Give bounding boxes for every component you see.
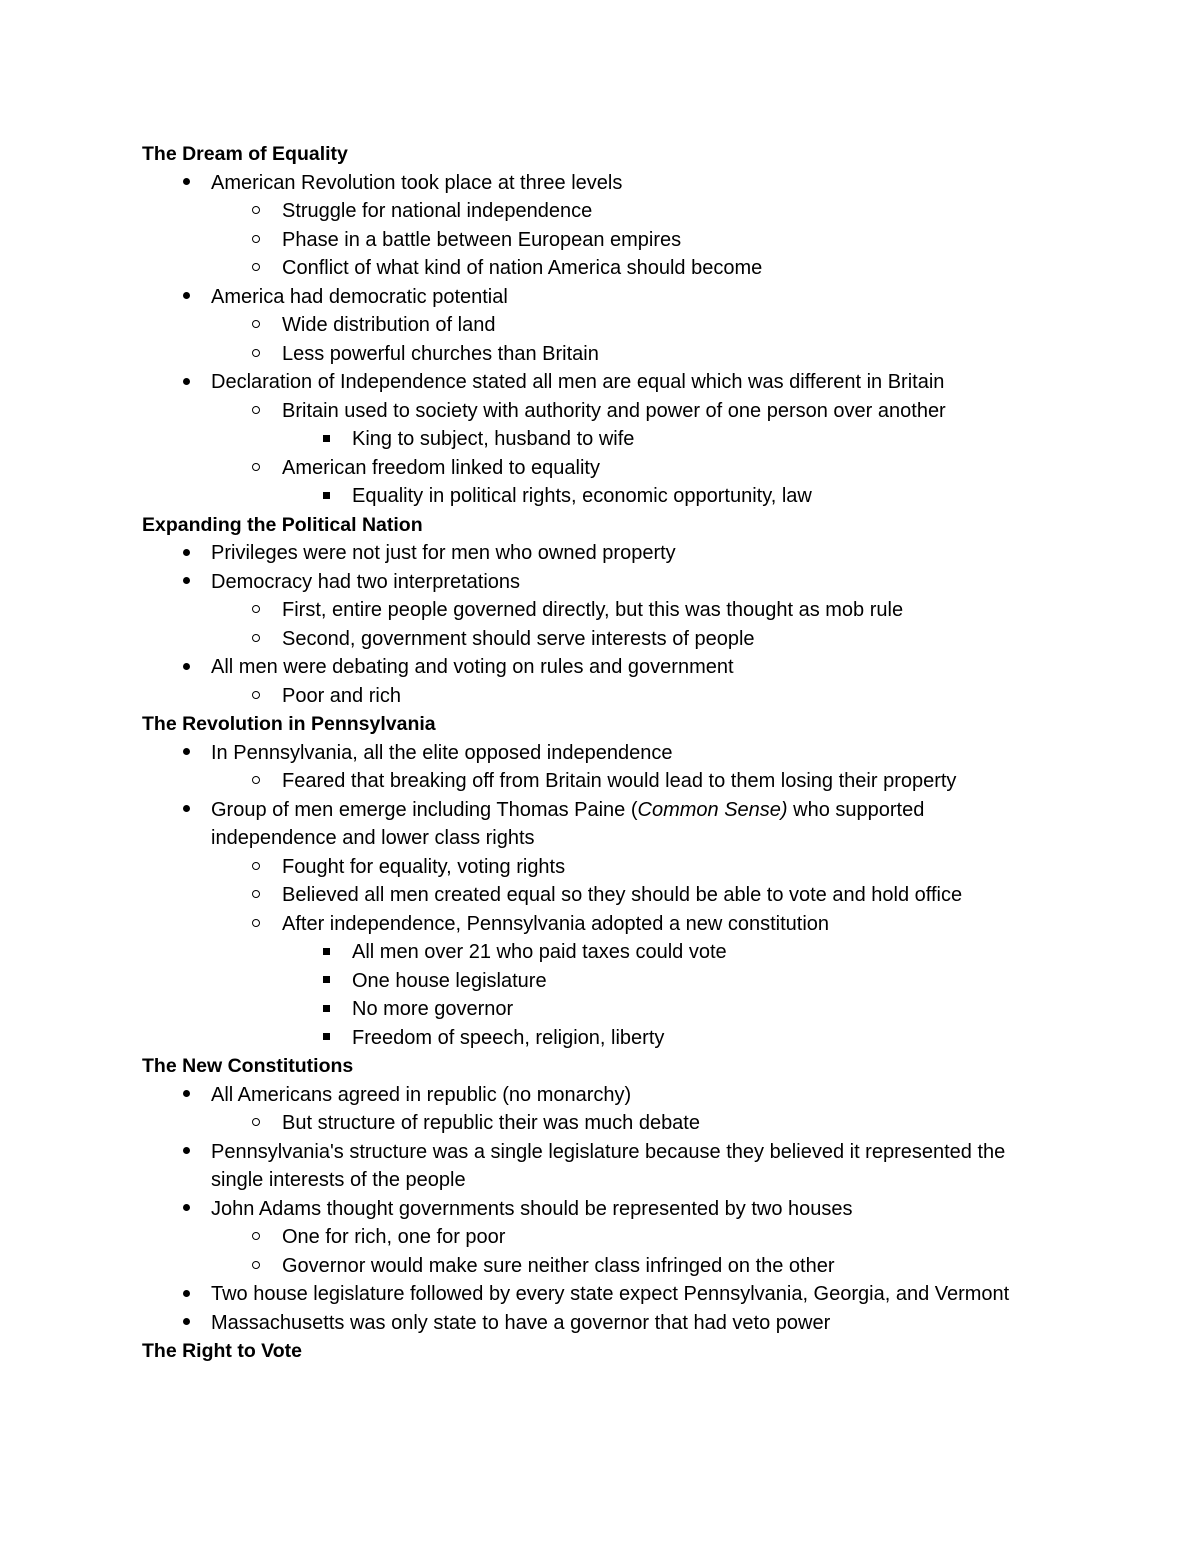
list-item [142,796,1042,853]
square-bullet-icon [316,995,336,1024]
list-item-text: Massachusetts was only state to have a governor that had veto power [211,1311,831,1334]
list-item [142,1081,1042,1110]
list-item-text: King to subject, husband to wife [352,428,635,450]
list-item-text-part: who supported independence and lower class rights [211,798,925,849]
list-item-text: In Pennsylvania, all the elite opposed independence [211,741,673,764]
disc-bullet-icon [176,568,196,597]
list-item-text: Less powerful churches than Britain [282,342,599,365]
list-item [142,625,1042,654]
list-item-text: Conflict of what kind of nation America should become [282,257,763,279]
list-item [142,653,1042,682]
circle-bullet-icon [246,1252,266,1281]
list-item [142,197,1042,226]
list-item-text: Governor would make sure neither class infringed on the other [282,1254,835,1277]
list-item-text: Believed all men created equal so they should be able to vote and hold office [282,884,963,906]
list-item [142,995,1042,1024]
list-item-text: Democracy had two interpretations [211,570,521,593]
disc-bullet-icon [176,1081,196,1110]
list-item [142,1309,1042,1338]
list-item [142,226,1042,255]
list-item-text: All Americans agreed in republic (no monarchy) [211,1083,632,1106]
list-item-text: But structure of republic their was much debate [282,1112,700,1134]
circle-bullet-icon [246,910,266,939]
list-item [142,910,1042,939]
list-item-text: Second, government should serve interests of people [282,627,755,650]
list-item [142,1252,1042,1281]
disc-bullet-icon [176,539,196,568]
list-item [142,311,1042,340]
list-item-text: American freedom linked to equality [282,456,600,479]
list-item-text: After independence, Pennsylvania adopted a new constitution [282,912,830,935]
disc-bullet-icon [176,796,196,825]
list-item-text [211,796,1042,853]
circle-bullet-icon [246,226,266,255]
circle-bullet-icon [246,625,266,654]
list-item-text: First, entire people governed directly, but this was thought as mob rule [282,599,904,621]
section-heading: The Right to Vote [142,1340,302,1362]
disc-bullet-icon [176,1309,196,1338]
list-item [142,1138,1042,1195]
list-item [142,425,1042,454]
section-heading: The New Constitutions [142,1055,354,1077]
list-item-text: All men were debating and voting on rules and government [211,656,734,678]
section-heading: Expanding the Political Nation [142,513,423,536]
list-item [142,1024,1042,1053]
list-item [142,568,1042,597]
square-bullet-icon [316,482,336,511]
list-item [142,1109,1042,1138]
list-item-text: Declaration of Independence stated all men are equal which was different in Britain [211,371,945,393]
list-item [142,938,1042,967]
list-item-text: Britain used to society with authority and power of one person over another [282,399,946,422]
circle-bullet-icon [246,1223,266,1252]
list-item-text: One for rich, one for poor [282,1226,506,1248]
circle-bullet-icon [246,767,266,796]
list-item-text-part: Group of men emerge including Thomas Paine ( [211,798,638,821]
list-item-text: Phase in a battle between European empires [282,228,682,251]
list-item [142,767,1042,796]
circle-bullet-icon [246,853,266,882]
list-item-text: Equality in political rights, economic opportunity, law [352,485,812,507]
list-item-text: American Revolution took place at three levels [211,171,623,194]
circle-bullet-icon [246,197,266,226]
circle-bullet-icon [246,596,266,625]
circle-bullet-icon [246,682,266,711]
list-item-text: Feared that breaking off from Britain would lead to them losing their property [282,770,957,792]
list-item-text: Freedom of speech, religion, liberty [352,1026,665,1049]
list-item [142,539,1042,568]
list-item [142,1223,1042,1252]
disc-bullet-icon [176,739,196,768]
list-item [142,283,1042,312]
disc-bullet-icon [176,169,196,198]
list-item [142,1280,1042,1309]
list-item [142,682,1042,711]
list-item-text: John Adams thought governments should be represented by two houses [211,1197,853,1220]
list-item [142,454,1042,483]
square-bullet-icon [316,967,336,996]
list-item [142,368,1042,397]
notes-body [142,140,1042,1366]
list-item [142,881,1042,910]
list-item [142,596,1042,625]
section-heading: The Dream of Equality [142,143,348,165]
list-item-text: Fought for equality, voting rights [282,855,566,878]
list-item-text: Pennsylvania's structure was a single legislature because they believed it represented the single interests of the people [211,1140,1006,1191]
list-item-text: One house legislature [352,969,547,992]
disc-bullet-icon [176,653,196,682]
circle-bullet-icon [246,397,266,426]
circle-bullet-icon [246,881,266,910]
book-title: Common Sense) [637,798,788,821]
list-item [142,482,1042,511]
square-bullet-icon [316,425,336,454]
disc-bullet-icon [176,368,196,397]
circle-bullet-icon [246,254,266,283]
list-item [142,397,1042,426]
list-item-text: Struggle for national independence [282,200,593,222]
list-item-text: All men over 21 who paid taxes could vote [352,941,727,963]
list-item-text: No more governor [352,998,514,1020]
list-item [142,739,1042,768]
circle-bullet-icon [246,311,266,340]
list-item [142,254,1042,283]
disc-bullet-icon [176,1195,196,1224]
disc-bullet-icon [176,283,196,312]
list-item-text: Poor and rich [282,684,401,707]
disc-bullet-icon [176,1138,196,1167]
list-item-text: Privileges were not just for men who owned property [211,542,676,564]
list-item [142,340,1042,369]
list-item [142,853,1042,882]
list-item-text: Two house legislature followed by every state expect Pennsylvania, Georgia, and Vermont [211,1283,1010,1305]
circle-bullet-icon [246,454,266,483]
circle-bullet-icon [246,1109,266,1138]
disc-bullet-icon [176,1280,196,1309]
list-item [142,967,1042,996]
list-item [142,169,1042,198]
square-bullet-icon [316,1024,336,1053]
list-item [142,1195,1042,1224]
list-item-text: America had democratic potential [211,285,508,308]
circle-bullet-icon [246,340,266,369]
section-heading: The Revolution in Pennsylvania [142,713,436,735]
list-item-text: Wide distribution of land [282,314,496,336]
square-bullet-icon [316,938,336,967]
